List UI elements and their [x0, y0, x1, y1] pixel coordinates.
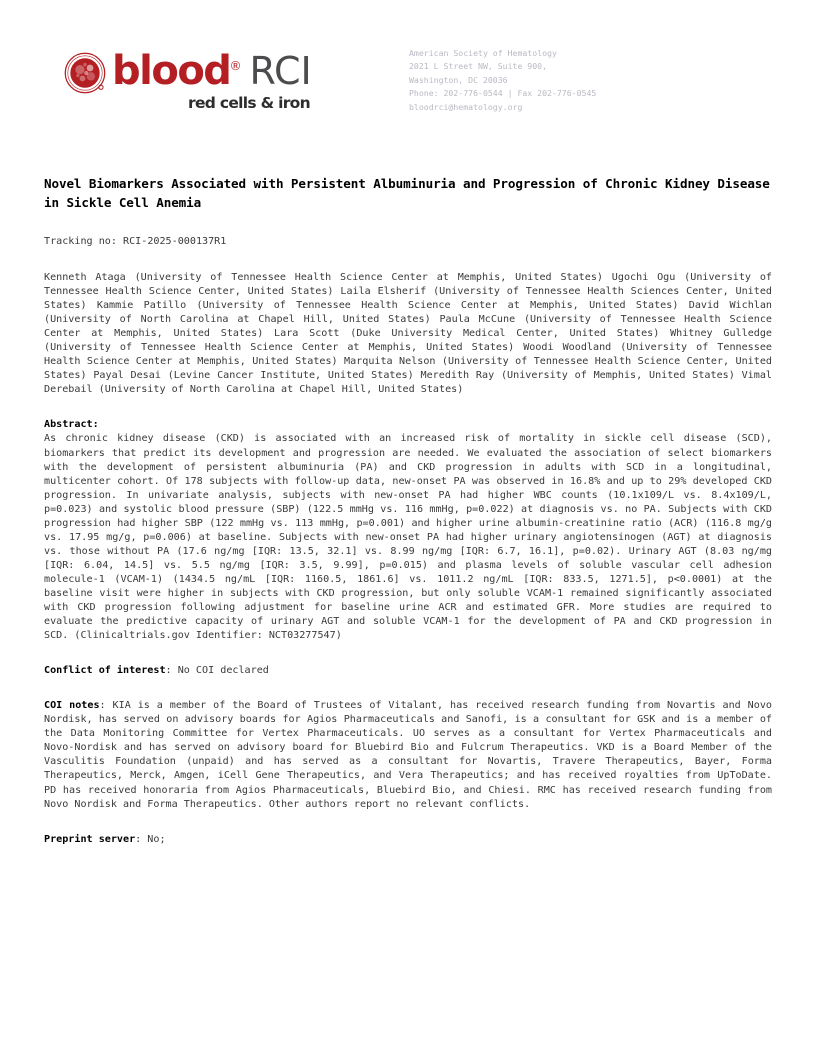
- logo-tagline: red cells & iron: [188, 94, 310, 112]
- registered-trademark-icon: ®: [229, 58, 242, 73]
- logo-blood-text: blood: [112, 48, 231, 94]
- logo-wordmark: [112, 48, 312, 94]
- coi-notes-value: : KIA is a member of the Board of Trustees of Vitalant, has received research funding from Novartis and Novo Nordisk, has served on advisory boards for Agios Pharmaceuticals and Sanofi, is a consultant for GSK and is a member of the Data Monitoring Committee for Vertex Pharmaceuticals. UO serves as a consultant for Vertex Pharmaceuticals and Novo-Nordisk and has served on advisory board for Bluebird Bio and Fulcrum Therapeutics. VKD is a Board Member of the Vasculitis Foundation (unpaid) and has served as a consultant for Novartis, Travere Therapeutics, Bayer, Forma Therapeutics, Merck, Amgen, iCell Gene Therapeutics, and Vera Therapeutics; and has received royalties from UpToDate. PD has received honoraria from Agios Pharmaceuticals, Bluebird Bio, and Chiesi. RMC has received research funding from Novo Nordisk and Forma Therapeutics. Other authors report no relevant conflicts.: [44, 700, 779, 810]
- abstract-heading: Abstract:: [44, 419, 99, 431]
- abstract-body: As chronic kidney disease (CKD) is associated with an increased risk of mortality in sickle cell disease (SCD), biomarkers that predict its development and progression are needed. We evaluated the association of select biomarkers with the development of persistent albuminuria (PA) and CKD progression in adults with SCD in a longitudinal, multicenter cohort. Of 178 subjects with follow-up data, new-onset PA was observed in 16.8% and up to 29% developed CKD progression. In univariate analysis, subjects with new-onset PA had higher WBC counts (10.1x109/L vs. 8.4x109/L, p=0.023) and systolic blood pressure (SBP) (122.5 mmHg vs. 116 mmHg, p=0.022) at diagnosis vs. no PA. Subjects with CKD progression had higher SBP (122 mmHg vs. 113 mmHg, p=0.001) and higher urine albumin-creatinine ratio (ACR) (116.8 mg/g vs. 17.95 mg/g, p=0.006) at baseline. Subjects with new-onset PA had higher urinary angiotensinogen (AGT) at diagnosis vs. those without PA (17.6 ng/mg [IQR: 13.5, 32.1] vs. 8.99 ng/mg [IQR: 6.7, 16.1], p=0.02). Urinary AGT (8.03 ng/mg [IQR: 6.04, 14.5] vs. 5.5 ng/mg [IQR: 3.5, 9.99], p=0.015) and plasma levels of soluble vascular cell adhesion molecule-1 (VCAM-1) (1434.5 ng/mL [IQR: 1160.5, 1861.6] vs. 1011.2 ng/mL [IQR: 833.5, 1271.5], p<0.0001) at the baseline visit were higher in subjects with CKD progression, but only soluble VCAM-1 remained significantly associated with CKD progression following adjustment for baseline urine ACR and estimated GFR. More studies are required to evaluate the predictive capacity of urinary AGT and soluble VCAM-1 for the development of PA and CKD progression in SCD. (Clinicaltrials.gov Identifier: NCT03277547): [44, 433, 779, 642]
- tracking-number: RCI-2025-000137R1: [123, 236, 227, 247]
- page-title: Novel Biomarkers Associated with Persistent Albuminuria and Progression of Chronic Kidney Disease in Sickle Cell Anemia: [44, 176, 770, 210]
- contact-street: 2021 L Street NW, Suite 900,: [409, 61, 548, 72]
- society-contact-block: [409, 47, 596, 114]
- conflict-of-interest-value: : No COI declared: [165, 665, 269, 677]
- coi-notes-section: [44, 699, 779, 811]
- tracking-label: Tracking no:: [44, 236, 117, 247]
- coi-notes-label: COI notes: [44, 700, 100, 712]
- preprint-server-label: Preprint server: [44, 833, 136, 845]
- contact-email: bloodrci@hematology.org: [409, 101, 523, 112]
- ash-seal-icon: [64, 52, 106, 94]
- preprint-server-section: [44, 833, 772, 847]
- logo-rci-text: RCI: [249, 49, 312, 93]
- conflict-of-interest-label: Conflict of interest: [44, 665, 166, 677]
- contact-city: Washington, DC 20036: [409, 74, 508, 85]
- contact-organization: American Society of Hematology: [409, 48, 557, 58]
- tracking-number-line: [44, 235, 772, 249]
- document-content: [44, 175, 779, 847]
- preprint-server-value: : No;: [135, 833, 166, 845]
- journal-logo: [64, 50, 364, 130]
- abstract-section: [44, 418, 779, 643]
- contact-phone-fax: Phone: 202-776-0544 | Fax 202-776-0545: [409, 88, 597, 99]
- conflict-of-interest-section: [44, 664, 772, 678]
- author-affiliation-list: Kenneth Ataga (University of Tennessee Health Science Center at Memphis, United States) Ugochi Ogu (University of Tennessee Health Science Center, United States) Laila Elsherif (University of Tennessee Health Sciences Center, United States) Kammie Patillo (University of Tennessee Health Science Center at Memphis, United States) David Wichlan (University of North Carolina at Chapel Hill, United States) Paula McCune (University of Tennessee Health Science Center at Memphis, United States) Lara Scott (Duke University Medical Center, United States) Whitney Gulledge (University of Tennessee Health Science Center at Memphis, United States) Woodi Woodland (University of Tennessee Health Science Center at Memphis, United States) Marquita Nelson (University of Tennessee Health Science Center, United States) Payal Desai (Levine Cancer Institute, United States) Meredith Ray (University of Memphis, United States) Vimal Derebail (University of North Carolina at Chapel Hill, United States): [44, 272, 779, 396]
- page-header: [0, 42, 816, 137]
